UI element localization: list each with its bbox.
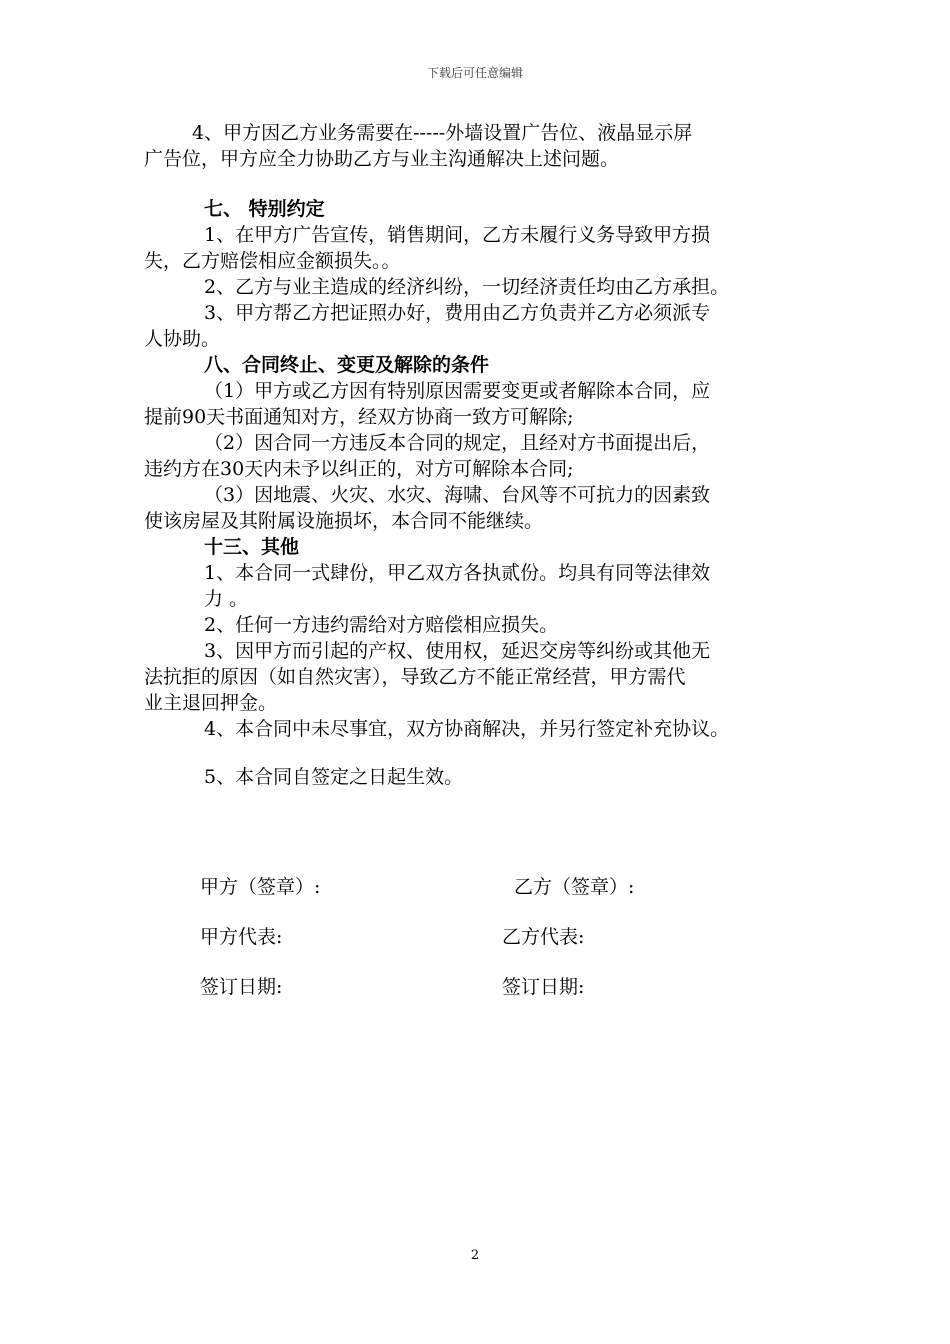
section-8-heading: 八、合同终止、变更及解除的条件 (204, 354, 490, 376)
clause-line: 提前90天书面通知对方，经双方协商一致方可解除; (144, 406, 574, 428)
page-header: 下载后可任意编辑 (426, 66, 523, 80)
page-number: 2 (470, 1248, 480, 1263)
section-13-heading: 十三、其他 (204, 536, 300, 558)
clause-8-2 (144, 430, 816, 482)
clause-line: 3、因甲方而引起的产权、使用权，延迟交房等纠纷或其他无 (204, 640, 711, 662)
clause-line: 2、任何一方违约需给对方赔偿相应损失。 (204, 614, 559, 636)
party-a-seal-label: 甲方（签章）: (200, 876, 321, 898)
clause-6-4 (144, 120, 816, 172)
clause-line: 违约方在30天内未予以纠正的，对方可解除本合同; (144, 458, 574, 480)
section-7-heading: 七、 特别约定 (204, 198, 325, 220)
party-b-date-label: 签订日期: (502, 976, 585, 998)
clause-line: 法抗拒的原因（如自然灾害），导致乙方不能正常经营，甲方需代 (144, 666, 686, 688)
party-a-date-label: 签订日期: (200, 976, 283, 998)
clause-line: 人协助。 (144, 328, 221, 350)
clause-13-2 (144, 612, 816, 638)
party-b-rep-label: 乙方代表: (502, 926, 585, 948)
clause-13-4 (144, 716, 816, 742)
clause-line: 力 。 (204, 588, 249, 610)
clause-line: 5、本合同自签定之日起生效。 (204, 766, 464, 788)
clause-13-1 (144, 560, 816, 612)
clause-8-1 (144, 378, 816, 430)
contract-body (144, 120, 816, 790)
clause-line: （3）因地震、火灾、水灾、海啸、台风等不可抗力的因素致 (204, 484, 711, 506)
clause-line: 4、甲方因乙方业务需要在-----外墙设置广告位、液晶显示屏 (192, 122, 693, 144)
clause-line: 2、乙方与业主造成的经济纠纷，一切经济责任均由乙方承担。 (204, 276, 730, 298)
clause-line: 广告位，甲方应全力协助乙方与业主沟通解决上述问题。 (144, 148, 620, 170)
clause-line: 3、甲方帮乙方把证照办好，费用由乙方负责并乙方必须派专 (204, 302, 711, 324)
clause-line: （1）甲方或乙方因有特别原因需要变更或者解除本合同，应 (204, 380, 711, 402)
party-b-seal-label: 乙方（签章）: (514, 876, 635, 898)
clause-13-3 (144, 638, 816, 716)
clause-line: 失，乙方赔偿相应金额损失。。 (144, 250, 401, 272)
party-a-rep-label: 甲方代表: (200, 926, 283, 948)
clause-line: 1、在甲方广告宣传，销售期间，乙方未履行义务导致甲方损 (204, 224, 711, 246)
clause-line: 使该房屋及其附属设施损坏，本合同不能继续。 (144, 510, 544, 532)
clause-7-3 (144, 300, 816, 352)
clause-line: 业主退回押金。 (144, 692, 278, 714)
clause-7-2 (144, 274, 816, 300)
clause-8-3 (144, 482, 816, 534)
clause-line: 4、本合同中未尽事宜，双方协商解决，并另行签定补充协议。 (204, 718, 730, 740)
clause-13-5 (144, 764, 816, 790)
clause-7-1 (144, 222, 816, 274)
clause-line: 1、本合同一式肆份，甲乙双方各执贰份。均具有同等法律效 (204, 562, 711, 584)
clause-line: （2）因合同一方违反本合同的规定，且经对方书面提出后， (204, 432, 711, 454)
